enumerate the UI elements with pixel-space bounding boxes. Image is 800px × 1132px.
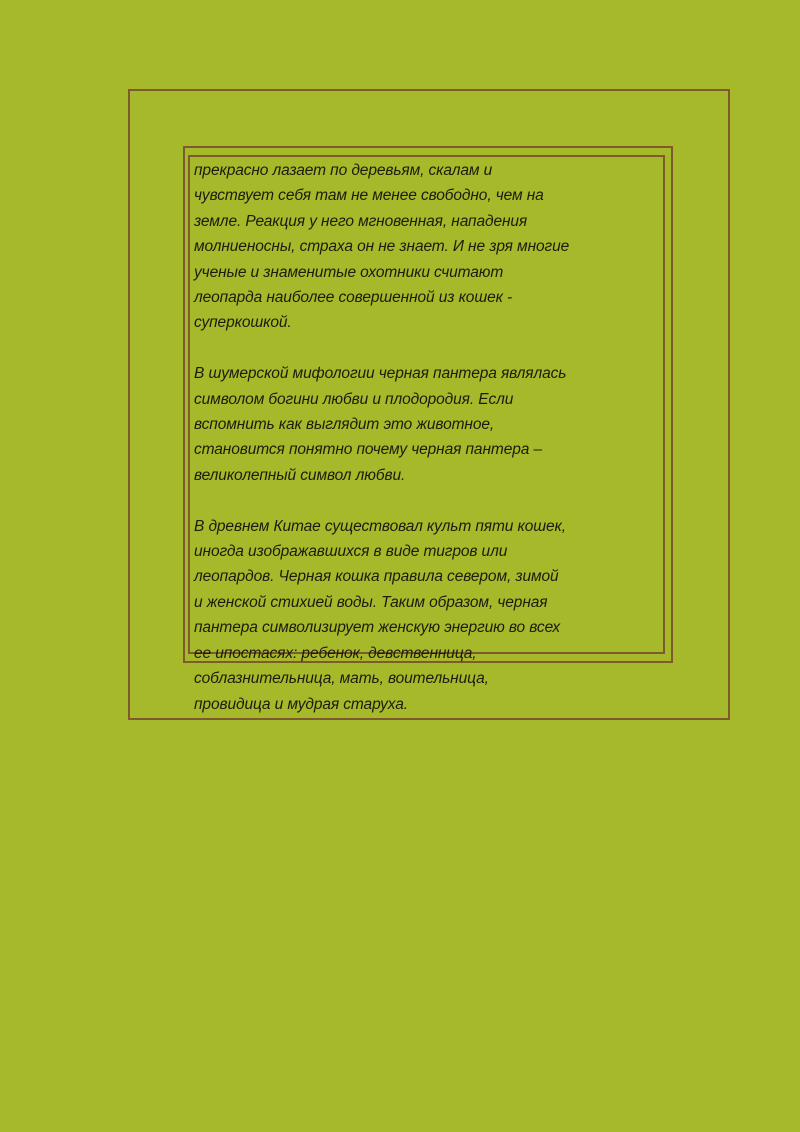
text-line: и женской стихией воды. Таким образом, черная [194,593,548,611]
text-line: суперкошкой. [194,314,292,332]
text-line: прекрасно лазает по деревьям, скалам и [194,162,493,179]
text-line: ученые и знаменитые охотники считают [194,263,504,281]
text-line: ее ипостасях: ребенок, девственница, [194,644,477,662]
text-line: леопардов. Черная кошка правила севером, зимой [194,568,559,586]
text-line: леопарда наиболее совершенной из кошек - [194,289,513,307]
text-line: земле. Реакция у него мгновенная, нападения [194,212,528,230]
article-text [194,158,664,717]
text-line: В шумерской мифологии черная пантера являлась [194,365,567,383]
paragraph-leopard [194,158,664,336]
text-line: великолепный символ любви. [194,466,406,484]
text-line: провидица и мудрая старуха. [194,695,408,713]
text-line: иногда изображавшихся в виде тигров или [194,543,508,561]
text-line: молниеносны, страха он не знает. И не зря многие [194,238,570,256]
paragraph-sumerian [194,361,664,488]
text-line: символом богини любви и плодородия. Если [194,390,514,408]
text-line: пантера символизирует женскую энергию во всех [194,619,561,637]
paragraph-china [194,514,664,717]
text-line: соблазнительница, мать, воительница, [194,670,489,688]
text-line: становится понятно почему черная пантера – [194,441,542,459]
text-line: чувствует себя там не менее свободно, чем на [194,187,544,205]
text-line: В древнем Китае существовал культ пяти кошек, [194,517,566,535]
text-line: вспомнить как выглядит это животное, [194,416,495,434]
